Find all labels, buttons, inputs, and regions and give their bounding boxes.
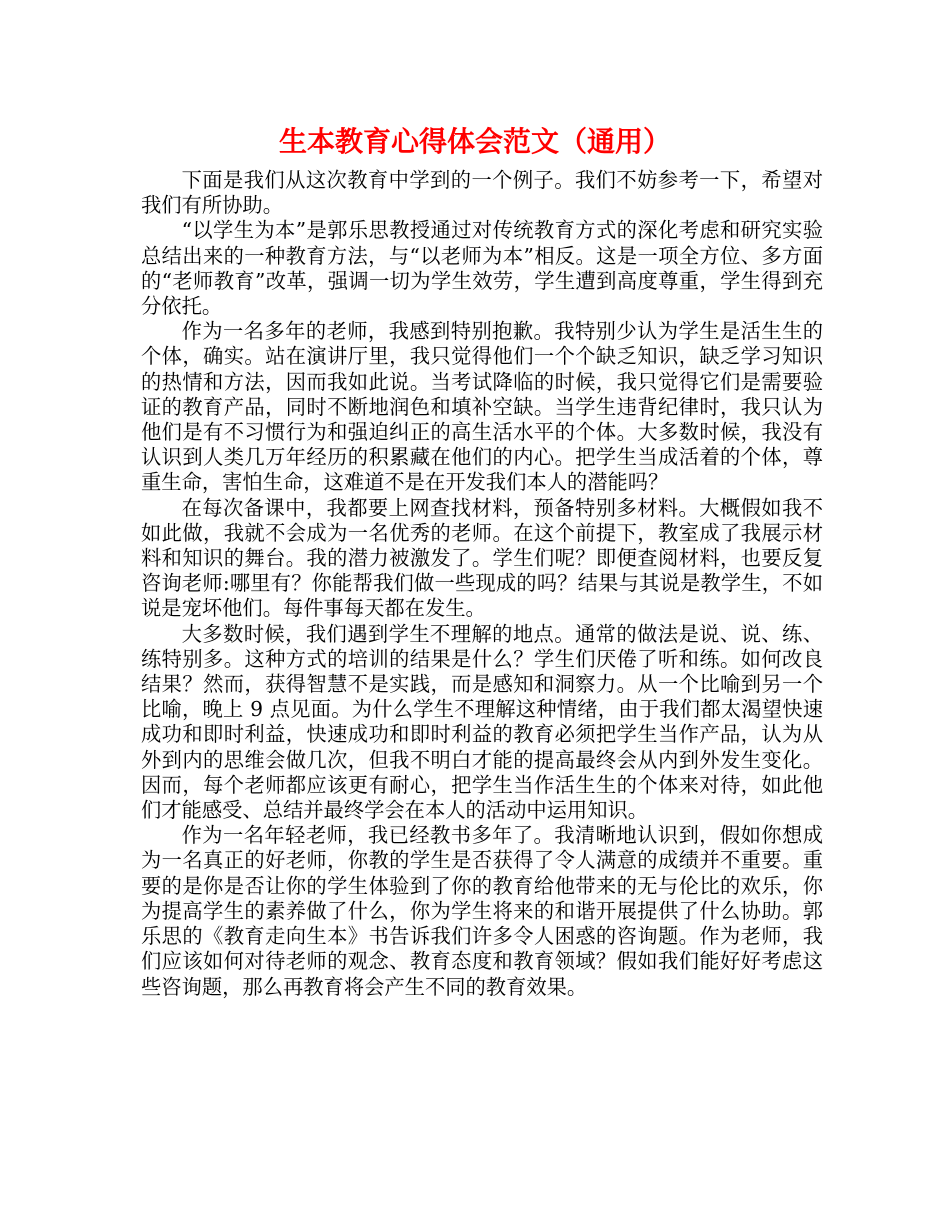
- paragraph-1: 下面是我们从这次教育中学到的一个例子。我们不妨参考一下，希望对我们有所协助。: [141, 168, 823, 218]
- document-title: 生本教育心得体会范文（通用）: [278, 125, 671, 158]
- paragraph-5: 大多数时候，我们遇到学生不理解的地点。通常的做法是说、说、练、练特别多。这种方式的培训的结果是什么？学生们厌倦了听和练。如何改良结果？然而，获得智慧不是实践，而是感知和洞察力。从一个比喻到另一个比喻，晚上 9 点见面。为什么学生不理解这种情绪，由于我们都太渴望快速成功和即时利益，快速成功和即时利益的教育必须把学生当作产品，认为从外到内的思维会做几次，但我不明白才能的提高最终会从内到外发生变化。因而，每个老师都应该更有耐心，把学生当作活生生的个体来对待，如此他们才能感受、总结并最终学会在本人的活动中运用知识。: [141, 621, 823, 823]
- paragraph-4: 在每次备课中，我都要上网查找材料，预备特别多材料。大概假如我不如此做，我就不会成为一名优秀的老师。在这个前提下，教室成了我展示材料和知识的舞台。我的潜力被激发了。学生们呢？即便查阅材料，也要反复咨询老师:哪里有？你能帮我们做一些现成的吗？结果与其说是教学生，不如说是宠坏他们。每件事每天都在发生。: [141, 495, 823, 621]
- paragraph-6: 作为一名年轻老师，我已经教书多年了。我清晰地认识到，假如你想成为一名真正的好老师，你教的学生是否获得了令人满意的成绩并不重要。重要的是你是否让你的学生体验到了你的教育给他带来的无与伦比的欢乐，你为提高学生的素养做了什么，你为学生将来的和谐开展提供了什么协助。郭乐思的《教育走向生本》书告诉我们许多令人困惑的咨询题。作为老师，我们应该如何对待老师的观念、教育态度和教育领域？假如我们能好好考虑这些咨询题，那么再教育将会产生不同的教育效果。: [141, 823, 823, 999]
- paragraph-3: 作为一名多年的老师，我感到特别抱歉。我特别少认为学生是活生生的个体，确实。站在演讲厅里，我只觉得他们一个个缺乏知识，缺乏学习知识的热情和方法，因而我如此说。当考试降临的时候，我只觉得它们是需要验证的教育产品，同时不断地润色和填补空缺。当学生违背纪律时，我只认为他们是有不习惯行为和强迫纠正的高生活水平的个体。大多数时候，我没有认识到人类几万年经历的积累藏在他们的内心。把学生当成活着的个体，尊重生命，害怕生命，这难道不是在开发我们本人的潜能吗？: [141, 319, 823, 495]
- document-body: [141, 168, 823, 1000]
- paragraph-2: “以学生为本”是郭乐思教授通过对传统教育方式的深化考虑和研究实验总结出来的一种教育方法，与“以老师为本”相反。这是一项全方位、多方面的“老师教育”改革，强调一切为学生效劳，学生遭到高度尊重，学生得到充分依托。: [141, 218, 823, 319]
